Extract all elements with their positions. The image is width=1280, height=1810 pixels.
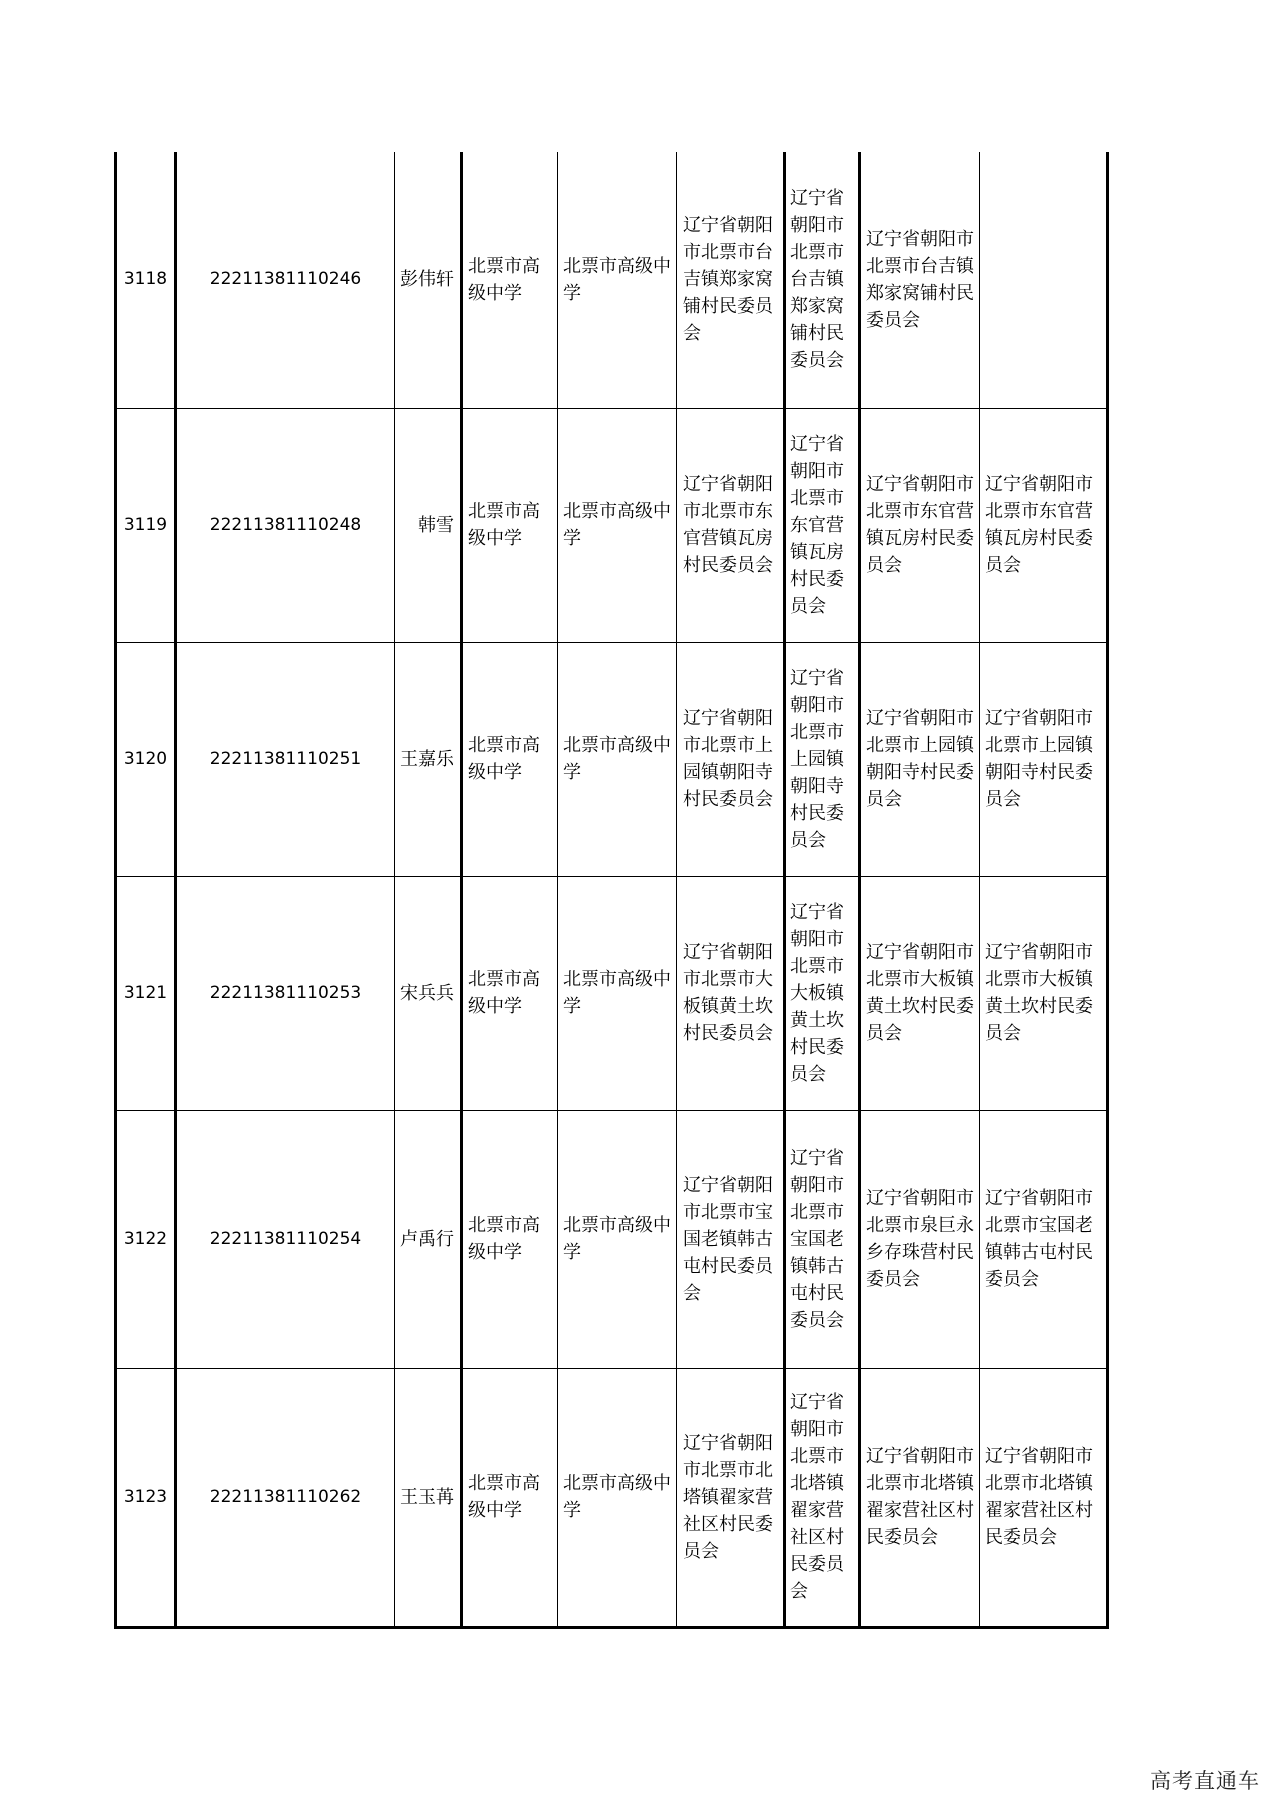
address-4: 辽宁省朝阳市北票市北塔镇翟家营社区村民委员会 <box>980 1368 1108 1627</box>
exam-id: 22211381110262 <box>176 1368 395 1627</box>
school-name-2: 北票市高级中学 <box>558 152 677 408</box>
school-name-2: 北票市高级中学 <box>558 642 677 876</box>
table-row <box>116 876 1108 1110</box>
address-2: 辽宁省朝阳市北票市大板镇黄土坎村民委员会 <box>785 876 860 1110</box>
table-row <box>116 152 1108 408</box>
address-3: 辽宁省朝阳市北票市上园镇朝阳寺村民委员会 <box>860 642 980 876</box>
student-name: 王嘉乐 <box>395 642 462 876</box>
row-number: 3121 <box>116 876 176 1110</box>
address-4 <box>980 152 1108 408</box>
address-1: 辽宁省朝阳市北票市东官营镇瓦房村民委员会 <box>677 408 785 642</box>
address-2: 辽宁省朝阳市北票市北塔镇翟家营社区村民委员会 <box>785 1368 860 1627</box>
address-3: 辽宁省朝阳市北票市北塔镇翟家营社区村民委员会 <box>860 1368 980 1627</box>
row-number: 3122 <box>116 1110 176 1368</box>
student-name: 王玉苒 <box>395 1368 462 1627</box>
watermark-text: 高考直通车 <box>1150 1769 1260 1793</box>
address-4: 辽宁省朝阳市北票市宝国老镇韩古屯村民委员会 <box>980 1110 1108 1368</box>
enrollment-table <box>114 152 1109 1629</box>
address-2: 辽宁省朝阳市北票市东官营镇瓦房村民委员会 <box>785 408 860 642</box>
address-2: 辽宁省朝阳市北票市宝国老镇韩古屯村民委员会 <box>785 1110 860 1368</box>
address-2: 辽宁省朝阳市北票市上园镇朝阳寺村民委员会 <box>785 642 860 876</box>
address-4: 辽宁省朝阳市北票市上园镇朝阳寺村民委员会 <box>980 642 1108 876</box>
table-row <box>116 408 1108 642</box>
table-row <box>116 1110 1108 1368</box>
school-name: 北票市高级中学 <box>462 152 558 408</box>
address-3: 辽宁省朝阳市北票市大板镇黄土坎村民委员会 <box>860 876 980 1110</box>
exam-id: 22211381110254 <box>176 1110 395 1368</box>
school-name: 北票市高级中学 <box>462 408 558 642</box>
address-3: 辽宁省朝阳市北票市台吉镇郑家窝铺村民委员会 <box>860 152 980 408</box>
row-number: 3120 <box>116 642 176 876</box>
table-row <box>116 642 1108 876</box>
school-name-2: 北票市高级中学 <box>558 408 677 642</box>
school-name: 北票市高级中学 <box>462 642 558 876</box>
exam-id: 22211381110246 <box>176 152 395 408</box>
address-1: 辽宁省朝阳市北票市台吉镇郑家窝铺村民委员会 <box>677 152 785 408</box>
school-name: 北票市高级中学 <box>462 876 558 1110</box>
address-4: 辽宁省朝阳市北票市东官营镇瓦房村民委员会 <box>980 408 1108 642</box>
exam-id: 22211381110251 <box>176 642 395 876</box>
row-number: 3119 <box>116 408 176 642</box>
school-name: 北票市高级中学 <box>462 1368 558 1627</box>
address-4: 辽宁省朝阳市北票市大板镇黄土坎村民委员会 <box>980 876 1108 1110</box>
exam-id: 22211381110248 <box>176 408 395 642</box>
row-number: 3123 <box>116 1368 176 1627</box>
address-1: 辽宁省朝阳市北票市大板镇黄土坎村民委员会 <box>677 876 785 1110</box>
address-3: 辽宁省朝阳市北票市泉巨永乡存珠营村民委员会 <box>860 1110 980 1368</box>
student-name: 彭伟轩 <box>395 152 462 408</box>
school-name: 北票市高级中学 <box>462 1110 558 1368</box>
student-name: 卢禹行 <box>395 1110 462 1368</box>
address-1: 辽宁省朝阳市北票市上园镇朝阳寺村民委员会 <box>677 642 785 876</box>
address-2: 辽宁省朝阳市北票市台吉镇郑家窝铺村民委员会 <box>785 152 860 408</box>
address-1: 辽宁省朝阳市北票市北塔镇翟家营社区村民委员会 <box>677 1368 785 1627</box>
address-1: 辽宁省朝阳市北票市宝国老镇韩古屯村民委员会 <box>677 1110 785 1368</box>
exam-id: 22211381110253 <box>176 876 395 1110</box>
row-number: 3118 <box>116 152 176 408</box>
school-name-2: 北票市高级中学 <box>558 876 677 1110</box>
school-name-2: 北票市高级中学 <box>558 1368 677 1627</box>
school-name-2: 北票市高级中学 <box>558 1110 677 1368</box>
table-row <box>116 1368 1108 1627</box>
address-3: 辽宁省朝阳市北票市东官营镇瓦房村民委员会 <box>860 408 980 642</box>
student-name: 宋兵兵 <box>395 876 462 1110</box>
student-name: 韩雪 <box>395 408 462 642</box>
